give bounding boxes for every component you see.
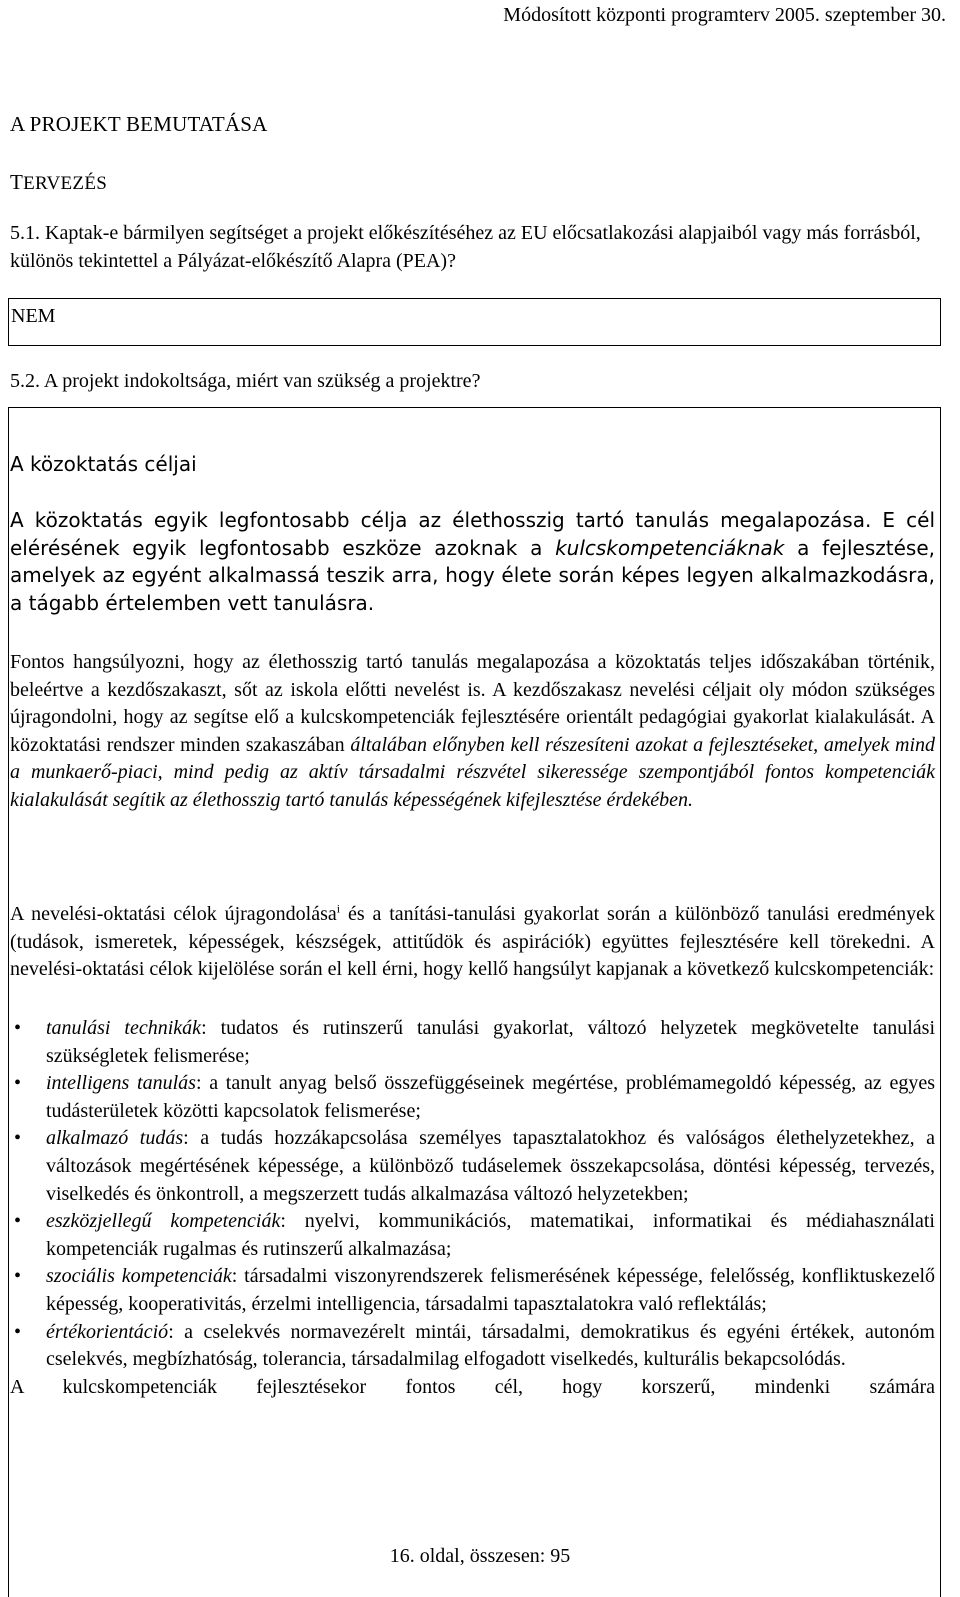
list-item: [10, 1319, 935, 1374]
competency-term: értékorientáció: [46, 1320, 169, 1343]
bullet-icon: •: [14, 1017, 22, 1039]
box-heading: A közoktatás céljai: [10, 452, 197, 476]
page-footer: 16. oldal, összesen: 95: [389, 1545, 571, 1567]
paragraph-2-text: Fontos hangsúlyozni, hogy az élethosszig tartó tanulás megalapozása a közoktatás teljes időszakában történik, beleértve a kezdőszakaszt, sőt az iskola előtti nevelést is. A kezdőszakasz nevelési céljait oly módon szükséges újragondolni, hogy az segítse elő a kulcskompetenciák fejlesztésére orientált pedagógiai gyakorlat kialakulását. A közoktatási rendszer minden szakaszában: [10, 651, 935, 756]
competency-list: [10, 1015, 935, 1374]
question-5-2: 5.2. A projekt indokoltsága, miért van szükség a projektre?: [10, 370, 481, 392]
competency-desc: : a cselekvés normavezérelt mintái, társadalmi, demokratikus és egyéni értékek, autonóm cselekvés, megbízhatóság, tolerancia, társadalmilag elfogadott viselkedés, kulturális bekapcsolódás.: [46, 1320, 935, 1371]
paragraph-1-emphasis: kulcskompetenciáknak: [555, 535, 785, 560]
list-item: [10, 1208, 935, 1263]
subsection-initial: T: [10, 170, 24, 194]
paragraph-2: [10, 649, 935, 815]
competency-list-container: [10, 1015, 935, 1401]
bullet-icon: •: [14, 1320, 22, 1343]
bullet-icon: •: [14, 1127, 22, 1150]
paragraph-1-text: A közoktatás egyik legfontosabb célja az élethosszig tartó tanulás megalapozása. E cél elérésének egyik legfontosabb eszköze azoknak a: [10, 508, 935, 560]
competency-desc: : a tudás hozzákapcsolása személyes tapasztalatokhoz és valóságos élethelyzetekhez, a változások megértésének képessége, a különböző tudáselemek összekapcsolása, döntési képesség, tervezés, viselkedés és önkontroll, a megszerzett tudás alkalmazása változó helyzetekben;: [46, 1127, 936, 1205]
paragraph-2-emphasis: általában előnyben kell részesíteni azokat a fejlesztéseket, amelyek mind a munkaerő-piaci, mind pedig az aktív társadalmi részvétel sikeressége szempontjából fontos kompetenciák kialakulását segítik az élethosszig tartó tanulás képességének kifejlesztése érdekében.: [10, 733, 936, 811]
list-item: [10, 1125, 935, 1208]
list-item: [10, 1070, 935, 1125]
page-header: Módosított központi programterv 2005. szeptember 30.: [503, 4, 946, 26]
competency-desc: : nyelvi, kommunikációs, matematikai, informatikai és médiahasználati kompetenciák rugalmas és rutinszerű alkalmazása;: [46, 1210, 935, 1260]
paragraph-1-text-end: a fejlesztése, amelyek az egyént alkalmassá teszik arra, hogy élete során képes legyen alkalmazkodásra, a tágabb értelemben vett tanulásra.: [10, 535, 935, 615]
list-item: [10, 1015, 935, 1070]
competency-term: szociális kompetenciák: [46, 1265, 232, 1288]
answer-box-5-1: [8, 298, 941, 346]
subsection-title: [10, 170, 107, 195]
subsection-rest: ERVEZÉS: [23, 173, 108, 194]
competency-term: intelligens tanulás: [46, 1072, 196, 1095]
section-title: A PROJEKT BEMUTATÁSA: [10, 112, 268, 136]
competency-desc: : társadalmi viszonyrendszerek felismerésének képessége, felelősség, konfliktuskezelő képesség, kooperativitás, érzelmi intelligencia, társadalmi tapasztalatokra való reflektálás;: [46, 1265, 935, 1315]
competency-term: eszközjellegű kompetenciák: [46, 1210, 281, 1233]
competency-term: alkalmazó tudás: [46, 1127, 184, 1150]
paragraph-3-text-end: és a tanítási-tanulási gyakorlat során a különböző tanulási eredmények (tudások, ismeretek, képességek, készségek, attitűdök és aspirációk) együttes fejlesztésére kell törekedni. A nevelési-oktatási célok kijelölése során el kell érni, hogy kellő hangsúlyt kapjanak a következő kulcskompetenciák:: [10, 903, 935, 981]
paragraph-1: [10, 507, 935, 617]
paragraph-3: [10, 901, 935, 984]
competency-desc: : a tanult anyag belső összefüggéseinek megértése, problémamegoldó képesség, az egyes tudásterületek közötti kapcsolatok felismerése;: [46, 1072, 935, 1122]
competency-desc: : tudatos és rutinszerű tanulási gyakorlat, változó helyzetek megkövetelte tanulási szükségletek felismerése;: [46, 1017, 936, 1067]
question-5-1: 5.1. Kaptak-e bármilyen segítséget a projekt előkészítéséhez az EU előcsatlakozási alapjaiból vagy más forrásból, különös tekintettel a Pályázat-előkészítő Alapra (PEA)?: [10, 222, 921, 272]
bullet-icon: •: [14, 1210, 22, 1233]
bullet-icon: •: [14, 1265, 22, 1288]
bullet-icon: •: [14, 1072, 22, 1095]
footnote-marker: i: [336, 901, 341, 916]
competency-term: tanulási technikák: [46, 1017, 202, 1039]
list-item: [10, 1263, 935, 1318]
answer-5-1: NEM: [11, 305, 56, 327]
paragraph-3-text: A nevelési-oktatási célok újragondolása: [10, 903, 337, 925]
continuation-line: A kulcskompetenciák fejlesztésekor fontos cél, hogy korszerű, mindenki számára: [10, 1375, 935, 1398]
